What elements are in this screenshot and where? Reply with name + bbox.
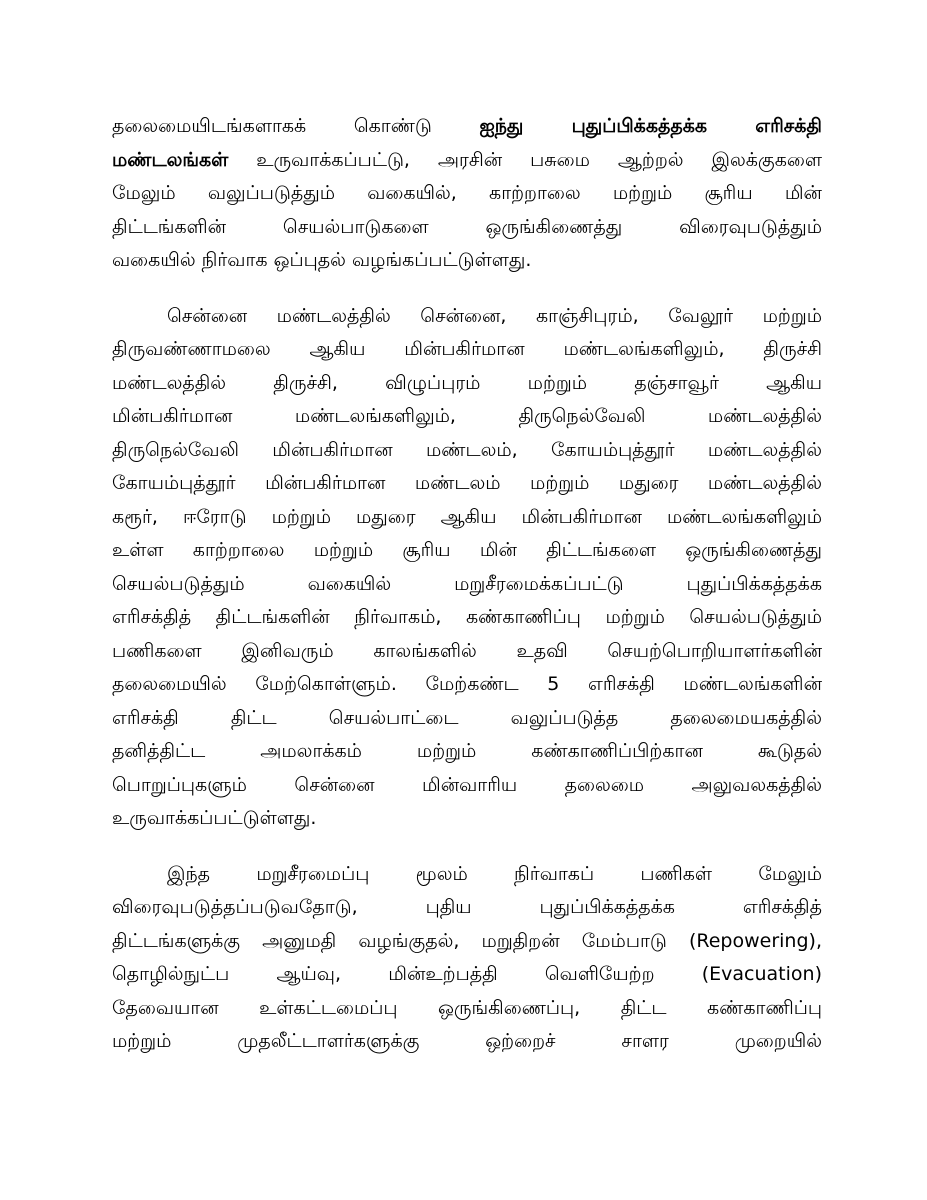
text-line [112,144,822,178]
text-span: தலைமையிடங்களாகக் கொண்டு [112,115,480,137]
bold-text: மண்டலங்கள் [112,148,229,171]
text-line: திட்டங்களுக்கு அனுமதி வழங்குதல், மறுதிறன் மேம்பாடு (Repowering), [112,929,822,952]
text-line: உள்ள காற்றாலை மற்றும் சூரிய மின் திட்டங்களை ஒருங்கிணைத்து [112,539,822,561]
paragraph-1 [112,110,822,278]
text-span: உருவாக்கப்பட்டு, அரசின் பசுமை ஆற்றல் இலக்குகளை [228,148,822,171]
text-line: உருவாக்கப்பட்டுள்ளது. [112,807,317,829]
text-line: திட்டங்களின் செயல்பாடுகளை ஒருங்கிணைத்து விரைவுபடுத்தும் [112,215,822,238]
text-line: பணிகளை இனிவரும் காலங்களில் உதவி செயற்பொறியாளர்களின் [112,639,822,662]
text-line: பொறுப்புகளும் சென்னை மின்வாரிய தலைமை அலுவலகத்தில் [112,773,822,796]
text-line: தொழில்நுட்ப ஆய்வு, மின்உற்பத்தி வெளியேற்ற (Evacuation) [112,963,822,985]
text-line: திருவண்ணாமலை ஆகிய மின்பகிர்மான மண்டலங்களிலும், திருச்சி [112,338,822,360]
paragraph-gap [112,836,822,858]
text-line: தனித்திட்ட அமலாக்கம் மற்றும் கண்காணிப்பிற்கான கூடுதல் [112,740,822,762]
text-line: மற்றும் முதலீட்டாளர்களுக்கு ஒற்றைச் சாளர முறையில் [112,1030,822,1052]
text-line: கரூர், ஈரோடு மற்றும் மதுரை ஆகிய மின்பகிர்மான மண்டலங்களிலும் [112,505,822,528]
text-line: திருநெல்வேலி மின்பகிர்மான மண்டலம், கோயம்புத்தூர் மண்டலத்தில் [112,438,822,461]
text-line: சென்னை மண்டலத்தில் சென்னை, காஞ்சிபுரம், வேலூர் மற்றும் [167,304,822,327]
text-line [112,110,822,144]
text-line: வகையில் நிர்வாக ஒப்புதல் வழங்கப்பட்டுள்ளது. [112,249,532,271]
paragraph-gap [112,278,822,300]
text-line: தேவையான உள்கட்டமைப்பு ஒருங்கிணைப்பு, திட்ட கண்காணிப்பு [112,996,822,1019]
text-line: இந்த மறுசீரமைப்பு மூலம் நிர்வாகப் பணிகள் மேலும் [167,862,822,885]
text-line: மின்பகிர்மான மண்டலங்களிலும், திருநெல்வேலி மண்டலத்தில் [112,405,822,427]
text-line: எரிசக்தித் திட்டங்களின் நிர்வாகம், கண்காணிப்பு மற்றும் செயல்படுத்தும் [112,606,822,628]
bold-text: ஐந்து புதுப்பிக்கத்தக்க எரிசக்தி [479,115,822,137]
text-line: மண்டலத்தில் திருச்சி, விழுப்புரம் மற்றும் தஞ்சாவூர் ஆகிய [112,371,822,394]
text-line: செயல்படுத்தும் வகையில் மறுசீரமைக்கப்பட்டு புதுப்பிக்கத்தக்க [112,572,822,595]
text-line: தலைமையில் மேற்கொள்ளும். மேற்கண்ட 5 எரிசக்தி மண்டலங்களின் [112,673,822,695]
paragraph-3 [112,858,822,1059]
text-line: எரிசக்தி திட்ட செயல்பாட்டை வலுப்படுத்த தலைமையகத்தில் [112,706,822,729]
text-line: கோயம்புத்தூர் மின்பகிர்மான மண்டலம் மற்றும் மதுரை மண்டலத்தில் [112,472,822,494]
paragraph-2 [112,300,822,836]
text-line: விரைவுபடுத்தப்படுவதோடு, புதிய புதுப்பிக்கத்தக்க எரிசக்தித் [112,896,822,918]
text-line: மேலும் வலுப்படுத்தும் வகையில், காற்றாலை மற்றும் சூரிய மின் [112,182,822,204]
